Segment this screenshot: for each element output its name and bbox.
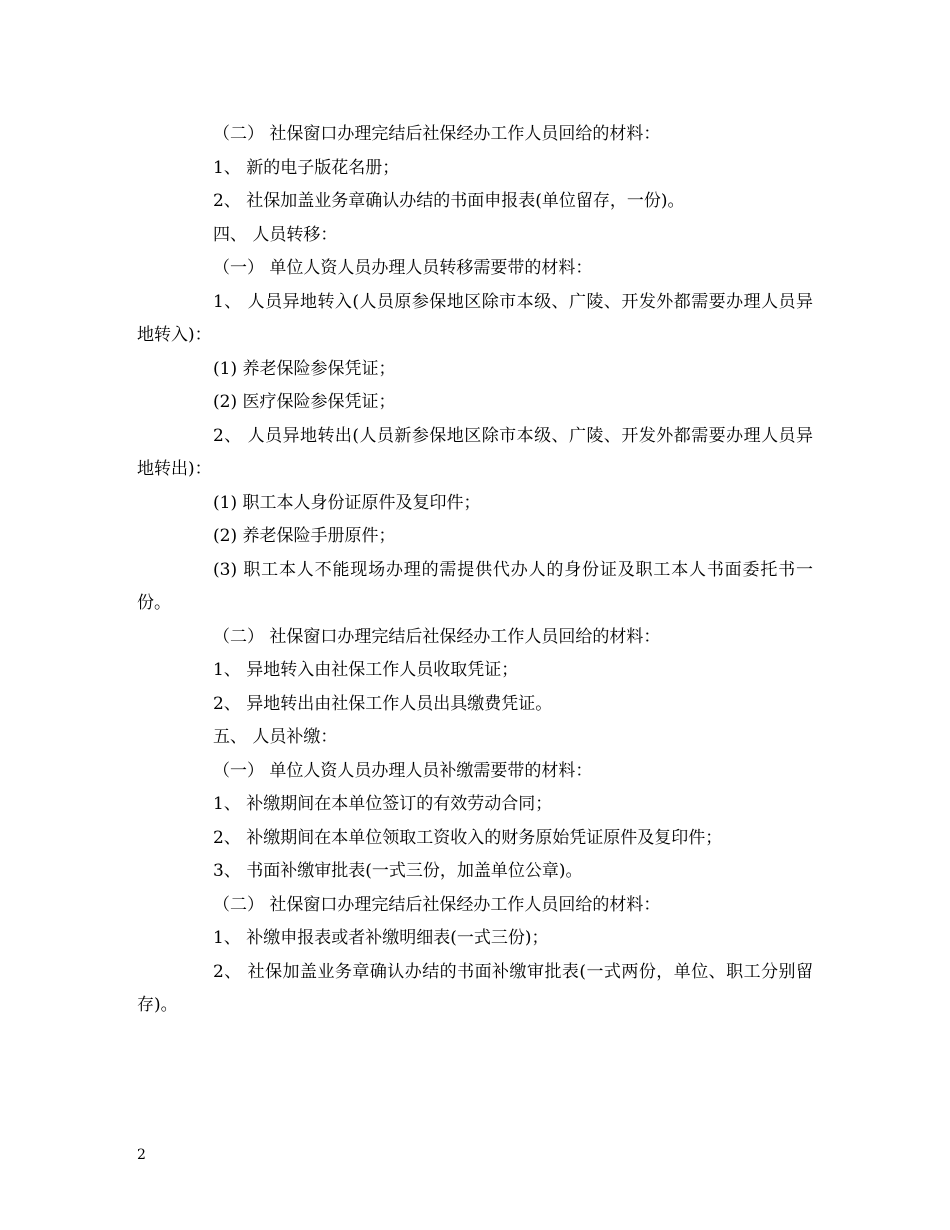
- subsection-heading: （二） 社保窗口办理完结后社保经办工作人员回给的材料：: [213, 894, 661, 915]
- list-item: (1) 养老保险参保凭证；: [213, 358, 396, 379]
- subsection-heading: （一） 单位人资人员办理人员转移需要带的材料：: [213, 258, 593, 278]
- list-item: 2、 社保加盖业务章确认办结的书面补缴审批表(一式两份，单位、职工分别留存)。: [137, 961, 813, 1015]
- document-body: [137, 118, 813, 1023]
- list-item: 2、 补缴期间在本单位领取工资收入的财务原始凭证原件及复印件；: [213, 827, 723, 848]
- page-number: 2: [137, 1147, 146, 1163]
- section-heading: 五、 人员补缴：: [213, 727, 338, 747]
- list-item: 1、 人员异地转入(人员原参保地区除市本级、广陵、开发外都需要办理人员异地转入)：: [137, 291, 813, 345]
- list-item: 2、 异地转出由社保工作人员出具缴费凭证。: [213, 693, 553, 714]
- list-item: (3) 职工本人不能现场办理的需提供代办人的身份证及职工本人书面委托书一份。: [137, 559, 813, 613]
- list-item: 1、 新的电子版花名册；: [213, 157, 400, 178]
- list-item: 1、 异地转入由社保工作人员收取凭证；: [213, 660, 519, 680]
- list-item: 1、 补缴申报表或者补缴明细表(一式三份)；: [213, 928, 549, 948]
- list-item: 2、 社保加盖业务章确认办结的书面申报表(单位留存，一份)。: [213, 191, 685, 211]
- list-item: 1、 补缴期间在本单位签订的有效劳动合同；: [213, 794, 553, 814]
- list-item: (2) 养老保险手册原件；: [213, 526, 396, 546]
- list-item: (1) 职工本人身份证原件及复印件；: [213, 492, 481, 513]
- list-item: 3、 书面补缴审批表(一式三份，加盖单位公章)。: [213, 861, 583, 881]
- paragraph: （二） 社保窗口办理完结后社保经办工作人员回给的材料：: [213, 124, 661, 144]
- list-item: 2、 人员异地转出(人员新参保地区除市本级、广陵、开发外都需要办理人员异地转出)：: [137, 425, 813, 479]
- subsection-heading: （二） 社保窗口办理完结后社保经办工作人员回给的材料：: [213, 626, 661, 647]
- subsection-heading: （一） 单位人资人员办理人员补缴需要带的材料：: [213, 760, 593, 781]
- list-item: (2) 医疗保险参保凭证；: [213, 392, 396, 412]
- section-heading: 四、 人员转移：: [213, 224, 338, 245]
